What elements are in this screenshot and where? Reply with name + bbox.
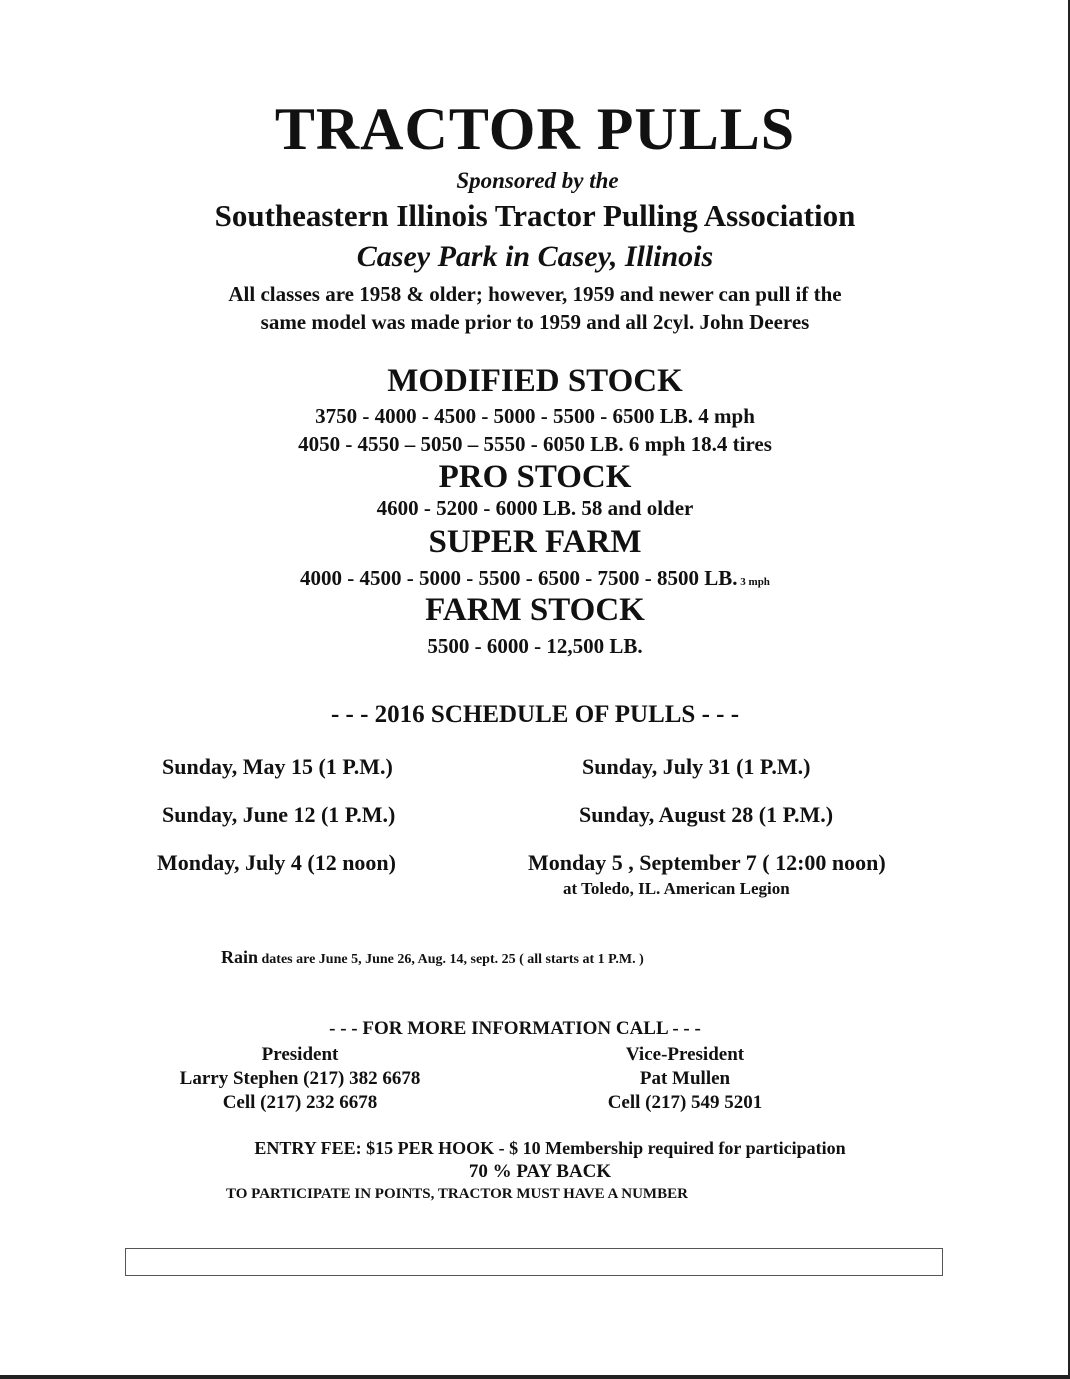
class-weights-pro-stock: 4600 - 5200 - 6000 LB. 58 and older [376, 496, 694, 520]
president-contact [170, 1043, 430, 1115]
president-role: President [261, 1044, 339, 1065]
rain-dates-text: dates are June 5, June 26, Aug. 14, sept. 25 ( all starts at 1 P.M. ) [258, 952, 644, 967]
schedule-date: Sunday, August 28 (1 P.M.) [579, 802, 834, 827]
eligibility-line-1: All classes are 1958 & older; however, 1959 and newer can pull if the [228, 282, 842, 306]
president-cell: Cell (217) 232 6678 [222, 1092, 378, 1113]
schedule-date: Sunday, June 12 (1 P.M.) [162, 802, 396, 827]
schedule-date: Monday, July 4 (12 noon) [157, 850, 396, 875]
contact-info-title: - - - FOR MORE INFORMATION CALL - - - [329, 1018, 701, 1039]
bottom-empty-box [125, 1248, 943, 1276]
schedule-date: Monday 5 , September 7 ( 12:00 noon) [528, 850, 886, 875]
class-weights-super-farm [0, 566, 1070, 591]
class-weights-farm-stock: 5500 - 6000 - 12,500 LB. [427, 634, 643, 658]
payback: 70 % PAY BACK [468, 1161, 612, 1182]
schedule-title: - - - 2016 SCHEDULE OF PULLS - - - [330, 701, 740, 728]
class-weights-modified-1: 3750 - 4000 - 4500 - 5000 - 5500 - 6500 LB. 4 mph [315, 404, 755, 428]
rain-dates [221, 947, 644, 968]
association-name: Southeastern Illinois Tractor Pulling Association [214, 198, 856, 233]
vice-president-contact [570, 1043, 800, 1115]
super-farm-weights: 4000 - 4500 - 5000 - 5500 - 6500 - 7500 - 8500 LB. [300, 566, 738, 590]
vice-president-role: Vice-President [625, 1044, 745, 1065]
class-title-modified-stock: MODIFIED STOCK [387, 363, 683, 399]
schedule-date: Sunday, July 31 (1 P.M.) [582, 754, 811, 779]
vice-president-name: Pat Mullen [639, 1068, 731, 1089]
schedule-location-note: at Toledo, IL. American Legion [563, 879, 790, 898]
page-edge-bottom [0, 1375, 1070, 1379]
eligibility-line-2: same model was made prior to 1959 and all 2cyl. John Deeres [260, 310, 810, 334]
rain-dates-lead: Rain [221, 947, 259, 967]
class-title-farm-stock: FARM STOCK [425, 592, 645, 628]
entry-fee: ENTRY FEE: $15 PER HOOK - $ 10 Membership required for participation [254, 1138, 846, 1158]
president-name-phone: Larry Stephen (217) 382 6678 [179, 1068, 421, 1089]
page-title: TRACTOR PULLS [274, 96, 796, 162]
super-farm-speed: 3 mph [737, 576, 770, 588]
schedule-date: Sunday, May 15 (1 P.M.) [162, 754, 393, 779]
class-title-super-farm: SUPER FARM [428, 524, 642, 560]
class-weights-modified-2: 4050 - 4550 – 5050 – 5550 - 6050 LB. 6 mph 18.4 tires [298, 432, 772, 456]
venue: Casey Park in Casey, Illinois [356, 240, 714, 273]
sponsored-by-line: Sponsored by the [456, 168, 619, 193]
points-requirement: TO PARTICIPATE IN POINTS, TRACTOR MUST HAVE A NUMBER [226, 1186, 688, 1202]
vice-president-cell: Cell (217) 549 5201 [607, 1092, 763, 1113]
class-title-pro-stock: PRO STOCK [438, 459, 632, 495]
